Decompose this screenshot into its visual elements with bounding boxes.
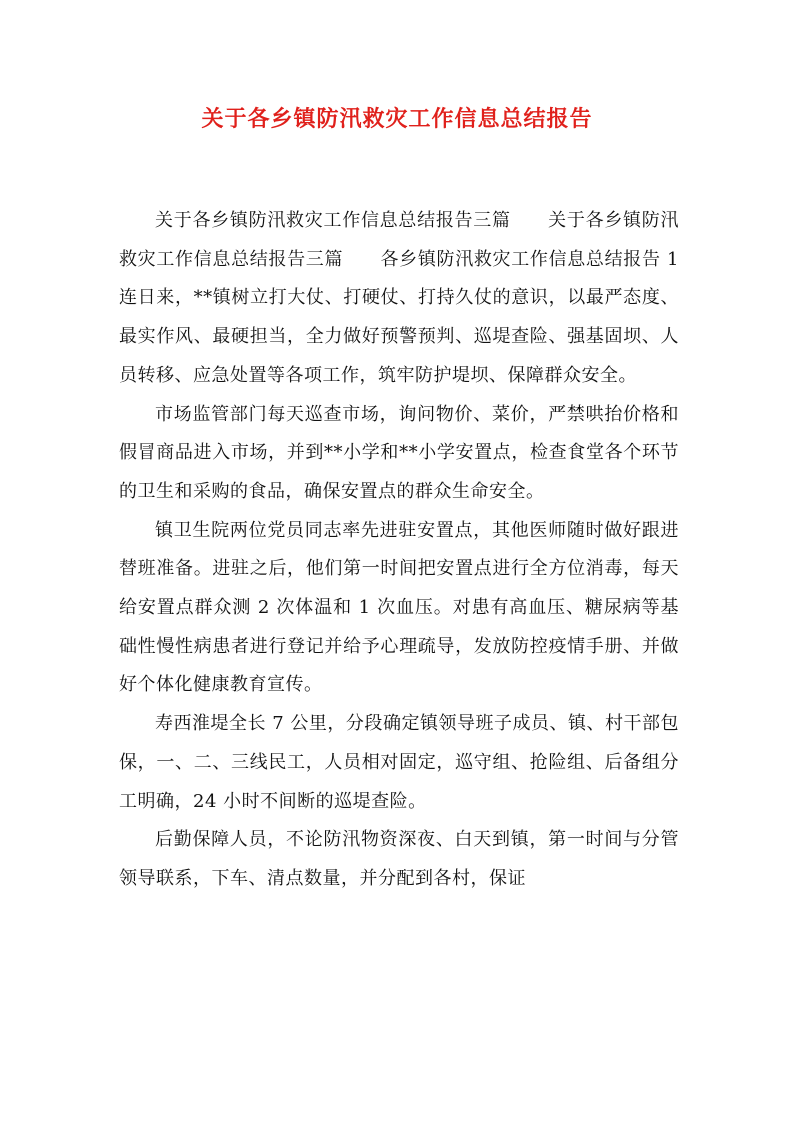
paragraph-levee-patrol: 寿西淮堤全长 7 公里，分段确定镇领导班子成员、镇、村干部包保，一、二、三线民工，人员相对固定，巡守组、抢险组、后备组分工明确，24 小时不间断的巡堤查险。 (119, 713, 679, 812)
paragraph-health-center: 镇卫生院两位党员同志率先进驻安置点，其他医师随时做好跟进替班准备。进驻之后，他们第一时间把安置点进行全方位消毒，每天给安置点群众测 2 次体温和 1 次血压。对患有高血压、糖尿病等基础性慢性病患者进行登记并给予心理疏导，发放防控疫情手册、并做好个体化健康教育宣传。 (119, 519, 679, 696)
paragraph-logistics: 后勤保障人员，不论防汛物资深夜、白天到镇，第一时间与分管领导联系，下车、清点数量，并分配到各村，保证 (119, 829, 679, 889)
document-body (119, 202, 716, 899)
paragraph-intro: 关于各乡镇防汛救灾工作信息总结报告三篇 关于各乡镇防汛救灾工作信息总结报告三篇 各乡镇防汛救灾工作信息总结报告 1 连日来，**镇树立打大仗、打硬仗、打持久仗的意识，以最严态度、最实作风、最硬担当，全力做好预警预判、巡堤查险、强基固坝、人员转移、应急处置等各项工作，筑牢防护堤坝、保障群众安全。 (119, 210, 716, 386)
paragraph-market-supervision: 市场监管部门每天巡查市场，询问物价、菜价，严禁哄抬价格和假冒商品进入市场，并到**小学和**小学安置点，检查食堂各个环节的卫生和采购的食品，确保安置点的群众生命安全。 (119, 403, 679, 502)
document-title: 关于各乡镇防汛救灾工作信息总结报告 (201, 106, 593, 132)
